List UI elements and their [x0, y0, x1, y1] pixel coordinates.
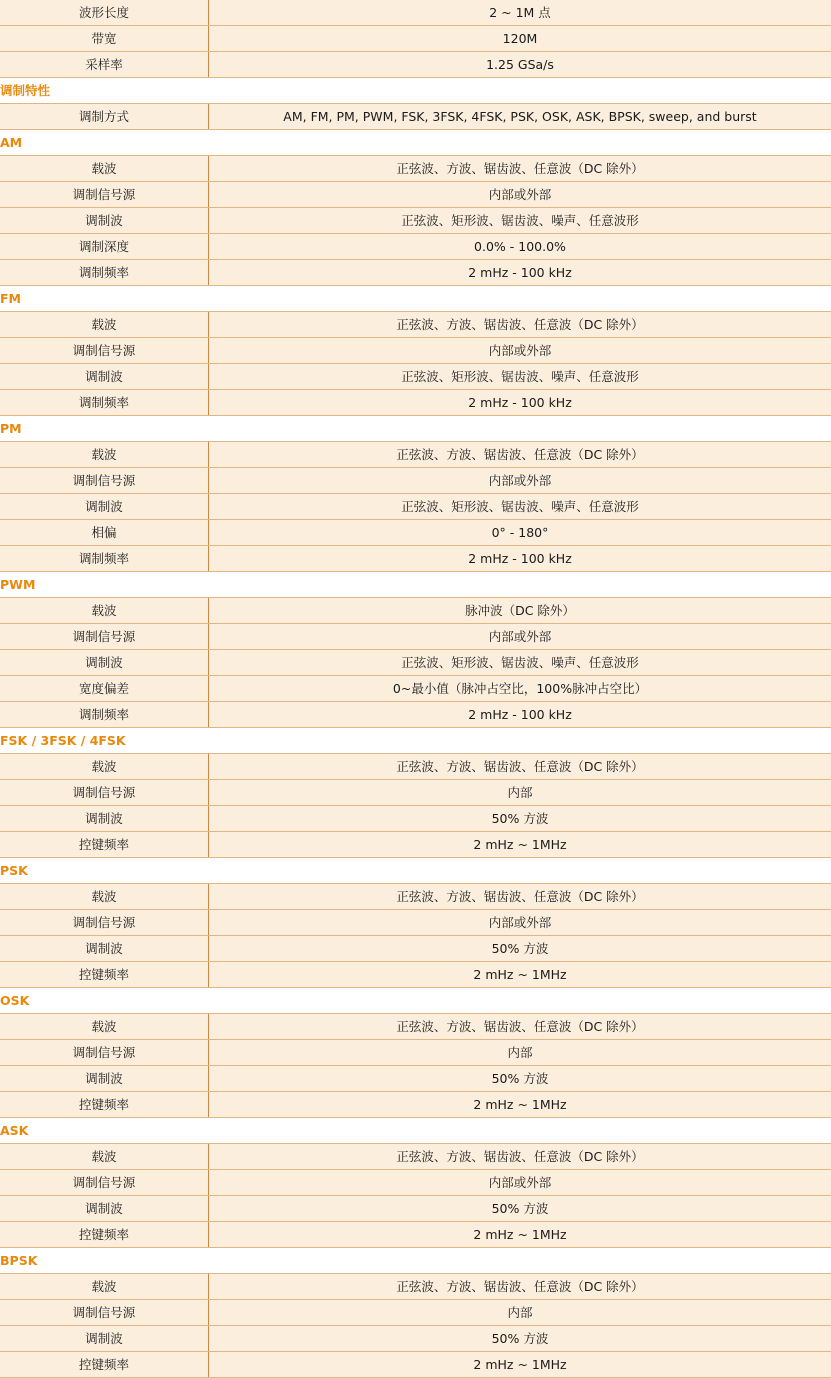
param-name: 调制信号源	[0, 1170, 209, 1195]
table-row	[0, 312, 831, 338]
param-value: 内部	[507, 785, 533, 800]
param-name: 调制深度	[0, 234, 209, 259]
param-name: 调制波	[0, 650, 209, 675]
table-row	[0, 0, 831, 26]
param-name: 载波	[0, 598, 209, 623]
param-name: 控键频率	[0, 1352, 209, 1377]
section-title: ASK	[0, 1123, 29, 1138]
section-title: 调制特性	[0, 83, 51, 98]
section-title: PSK	[0, 863, 28, 878]
param-name: 调制波	[0, 936, 209, 961]
table-row	[0, 390, 831, 416]
table-row	[0, 806, 831, 832]
param-name: 载波	[0, 754, 209, 779]
param-name: 调制波	[0, 1066, 209, 1091]
param-name: 调制信号源	[0, 338, 209, 363]
param-name: 调制方式	[0, 104, 209, 129]
param-name: 调制波	[0, 494, 209, 519]
table-row	[0, 650, 831, 676]
param-name: 调制信号源	[0, 910, 209, 935]
param-name: 控键频率	[0, 1222, 209, 1247]
param-name: 控键频率	[0, 1092, 209, 1117]
table-row	[0, 1170, 831, 1196]
param-name: 控键频率	[0, 832, 209, 857]
param-value: 2 mHz ~ 1MHz	[473, 1227, 567, 1242]
table-row	[0, 1066, 831, 1092]
param-name: 采样率	[0, 52, 209, 77]
param-value: 内部	[507, 1305, 533, 1320]
param-name: 调制频率	[0, 390, 209, 415]
section-header	[0, 858, 831, 884]
table-row	[0, 338, 831, 364]
table-row	[0, 1092, 831, 1118]
param-value: 正弦波、方波、锯齿波、任意波（DC 除外）	[396, 317, 644, 332]
param-value: AM, FM, PM, PWM, FSK, 3FSK, 4FSK, PSK, OSK, ASK, BPSK, sweep, and burst	[283, 109, 757, 124]
table-row	[0, 676, 831, 702]
table-row	[0, 546, 831, 572]
table-row	[0, 104, 831, 130]
param-value: 2 mHz ~ 1MHz	[473, 967, 567, 982]
param-name: 宽度偏差	[0, 676, 209, 701]
table-row	[0, 754, 831, 780]
table-row	[0, 884, 831, 910]
param-value: 2 mHz - 100 kHz	[468, 265, 572, 280]
param-value: 内部或外部	[488, 1175, 552, 1190]
param-name: 调制信号源	[0, 182, 209, 207]
param-value: 50% 方波	[491, 1201, 549, 1216]
param-name: 载波	[0, 1014, 209, 1039]
param-name: 载波	[0, 1144, 209, 1169]
param-value: 50% 方波	[491, 811, 549, 826]
param-name: 调制波	[0, 208, 209, 233]
section-title: OSK	[0, 993, 30, 1008]
table-row	[0, 52, 831, 78]
param-name: 调制频率	[0, 260, 209, 285]
param-value: 120M	[502, 31, 538, 46]
section-title: AM	[0, 135, 23, 150]
section-header	[0, 286, 831, 312]
param-value: 2 mHz - 100 kHz	[468, 395, 572, 410]
table-row	[0, 364, 831, 390]
param-value: 0.0% - 100.0%	[474, 239, 566, 254]
table-row	[0, 1352, 831, 1378]
param-name: 相偏	[0, 520, 209, 545]
param-value: 正弦波、方波、锯齿波、任意波（DC 除外）	[396, 1279, 644, 1294]
table-row	[0, 962, 831, 988]
table-row	[0, 208, 831, 234]
param-value: 2 mHz ~ 1MHz	[473, 837, 567, 852]
section-title: FSK / 3FSK / 4FSK	[0, 733, 126, 748]
table-row	[0, 182, 831, 208]
table-row	[0, 702, 831, 728]
param-value: 正弦波、方波、锯齿波、任意波（DC 除外）	[396, 1149, 644, 1164]
param-name: 调制信号源	[0, 468, 209, 493]
section-header	[0, 78, 831, 104]
param-name: 调制信号源	[0, 780, 209, 805]
param-name: 带宽	[0, 26, 209, 51]
table-row	[0, 156, 831, 182]
section-title: PM	[0, 421, 22, 436]
param-value: 50% 方波	[491, 941, 549, 956]
param-value: 正弦波、矩形波、锯齿波、噪声、任意波形	[401, 213, 639, 228]
param-name: 载波	[0, 884, 209, 909]
param-name: 载波	[0, 1274, 209, 1299]
param-value: 内部或外部	[488, 473, 552, 488]
param-name: 调制波	[0, 1326, 209, 1351]
param-value: 0° - 180°	[491, 525, 549, 540]
table-row	[0, 1014, 831, 1040]
param-value: 正弦波、矩形波、锯齿波、噪声、任意波形	[401, 499, 639, 514]
section-header	[0, 1118, 831, 1144]
param-value: 50% 方波	[491, 1071, 549, 1086]
table-row	[0, 780, 831, 806]
param-value: 内部	[507, 1045, 533, 1060]
param-name: 调制频率	[0, 702, 209, 727]
section-title: BPSK	[0, 1253, 38, 1268]
param-name: 调制信号源	[0, 624, 209, 649]
param-value: 2 ~ 1M 点	[489, 5, 551, 20]
table-row	[0, 1222, 831, 1248]
section-header	[0, 572, 831, 598]
param-name: 调制信号源	[0, 1040, 209, 1065]
param-name: 载波	[0, 312, 209, 337]
param-value: 内部或外部	[488, 915, 552, 930]
param-name: 控键频率	[0, 962, 209, 987]
table-row	[0, 1144, 831, 1170]
table-row	[0, 1326, 831, 1352]
param-value: 0~最小值（脉冲占空比，100%脉冲占空比）	[392, 681, 648, 696]
param-value: 正弦波、矩形波、锯齿波、噪声、任意波形	[401, 369, 639, 384]
param-value: 正弦波、矩形波、锯齿波、噪声、任意波形	[401, 655, 639, 670]
section-header	[0, 728, 831, 754]
param-value: 2 mHz ~ 1MHz	[473, 1097, 567, 1112]
table-row	[0, 234, 831, 260]
param-value: 内部或外部	[488, 629, 552, 644]
param-value: 脉冲波（DC 除外）	[465, 603, 575, 618]
section-header	[0, 988, 831, 1014]
section-title: FM	[0, 291, 21, 306]
param-name: 调制波	[0, 1196, 209, 1221]
table-row	[0, 936, 831, 962]
table-row	[0, 1300, 831, 1326]
table-row	[0, 1040, 831, 1066]
param-value: 正弦波、方波、锯齿波、任意波（DC 除外）	[396, 759, 644, 774]
param-value: 2 mHz ~ 1MHz	[473, 1357, 567, 1372]
param-name: 调制波	[0, 364, 209, 389]
param-name: 波形长度	[0, 0, 209, 25]
table-row	[0, 598, 831, 624]
table-row	[0, 910, 831, 936]
param-name: 调制频率	[0, 546, 209, 571]
param-value: 内部或外部	[488, 187, 552, 202]
param-value: 1.25 GSa/s	[486, 57, 554, 72]
param-value: 内部或外部	[488, 343, 552, 358]
table-row	[0, 442, 831, 468]
param-value: 正弦波、方波、锯齿波、任意波（DC 除外）	[396, 1019, 644, 1034]
section-title: PWM	[0, 577, 36, 592]
table-row	[0, 494, 831, 520]
param-value: 50% 方波	[491, 1331, 549, 1346]
table-row	[0, 832, 831, 858]
section-header	[0, 130, 831, 156]
param-value: 2 mHz - 100 kHz	[468, 551, 572, 566]
table-row	[0, 260, 831, 286]
param-name: 调制波	[0, 806, 209, 831]
section-header	[0, 416, 831, 442]
table-row	[0, 1196, 831, 1222]
table-row	[0, 1274, 831, 1300]
table-row	[0, 468, 831, 494]
param-name: 调制信号源	[0, 1300, 209, 1325]
param-name: 载波	[0, 156, 209, 181]
section-header	[0, 1248, 831, 1274]
param-value: 2 mHz - 100 kHz	[468, 707, 572, 722]
table-row	[0, 520, 831, 546]
param-value: 正弦波、方波、锯齿波、任意波（DC 除外）	[396, 889, 644, 904]
param-value: 正弦波、方波、锯齿波、任意波（DC 除外）	[396, 447, 644, 462]
param-value: 正弦波、方波、锯齿波、任意波（DC 除外）	[396, 161, 644, 176]
table-row	[0, 26, 831, 52]
param-name: 载波	[0, 442, 209, 467]
table-row	[0, 624, 831, 650]
